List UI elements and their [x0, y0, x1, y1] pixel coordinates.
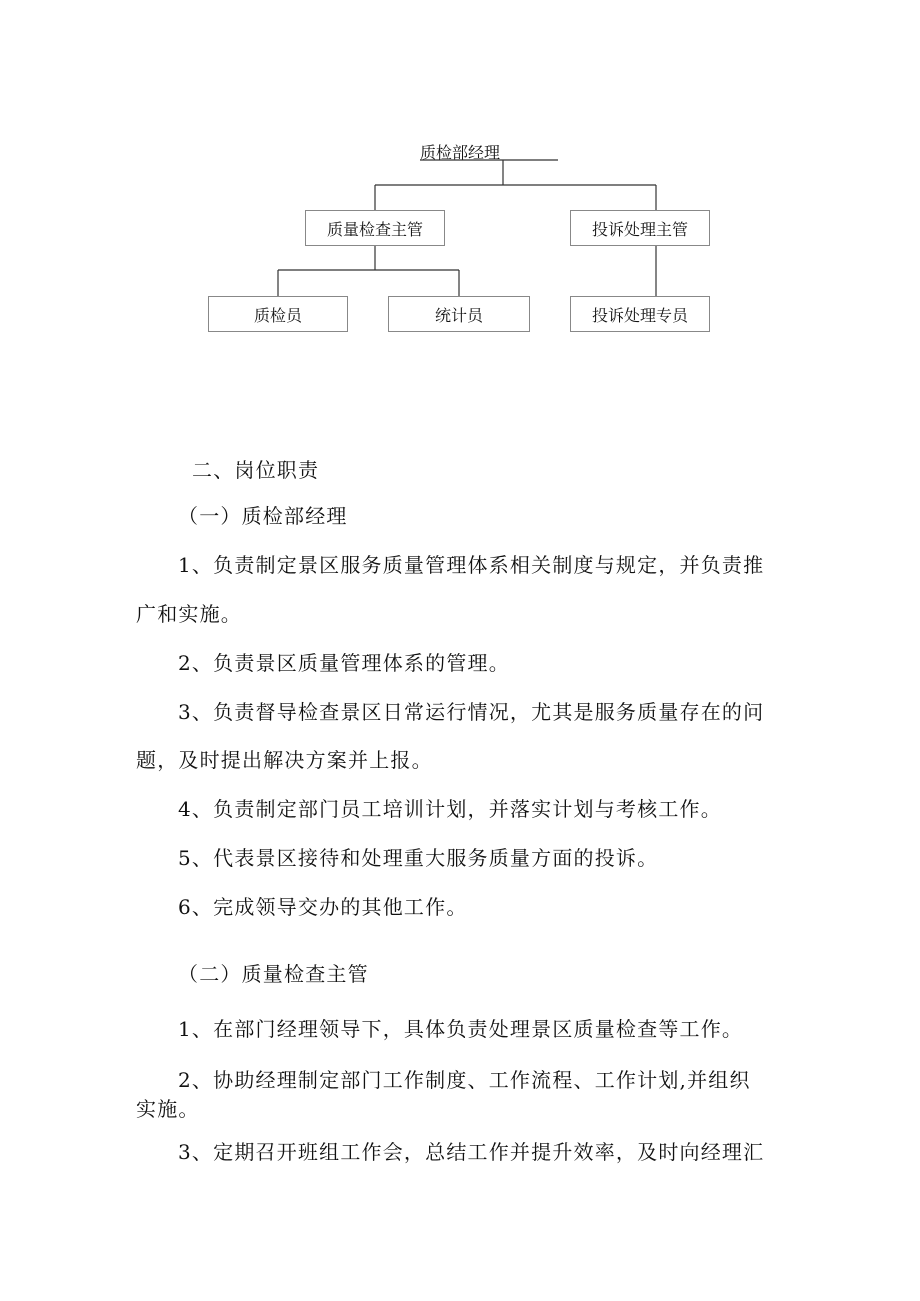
- org-root-label: 质检部经理: [420, 143, 501, 162]
- org-box-complaint-supervisor: 投诉处理主管: [570, 210, 710, 246]
- paragraph-line: 6、完成领导交办的其他工作。: [178, 895, 468, 919]
- paragraph-line: 广和实施。: [136, 602, 242, 626]
- paragraph-line: 实施。: [136, 1097, 200, 1121]
- paragraph-line: 3、负责督导检查景区日常运行情况，尤其是服务质量存在的问: [178, 700, 765, 724]
- paragraph-line: 1、负责制定景区服务质量管理体系相关制度与规定，并负责推: [178, 553, 765, 577]
- org-chart: [0, 0, 920, 360]
- paragraph-line: 2、负责景区质量管理体系的管理。: [178, 651, 510, 675]
- paragraph-line: 4、负责制定部门员工培训计划，并落实计划与考核工作。: [178, 797, 722, 821]
- subsection-title-manager: （一）质检部经理: [178, 504, 348, 528]
- paragraph-line: 题，及时提出解决方案并上报。: [136, 748, 433, 772]
- paragraph-line: 1、在部门经理领导下，具体负责处理景区质量检查等工作。: [178, 1017, 744, 1041]
- org-box-complaint-specialist: 投诉处理专员: [570, 296, 710, 332]
- paragraph-line: 5、代表景区接待和处理重大服务质量方面的投诉。: [178, 846, 659, 870]
- paragraph-line: 3、定期召开班组工作会，总结工作并提升效率，及时向经理汇: [178, 1140, 765, 1164]
- org-box-statistician: 统计员: [388, 296, 530, 332]
- subsection-title-quality-supervisor: （二）质量检查主管: [178, 962, 369, 986]
- paragraph-line: 2、协助经理制定部门工作制度、工作流程、工作计划,并组织: [178, 1068, 751, 1092]
- section-title: 二、岗位职责: [192, 458, 320, 482]
- org-box-inspector: 质检员: [208, 296, 348, 332]
- org-box-quality-supervisor: 质量检查主管: [305, 210, 445, 246]
